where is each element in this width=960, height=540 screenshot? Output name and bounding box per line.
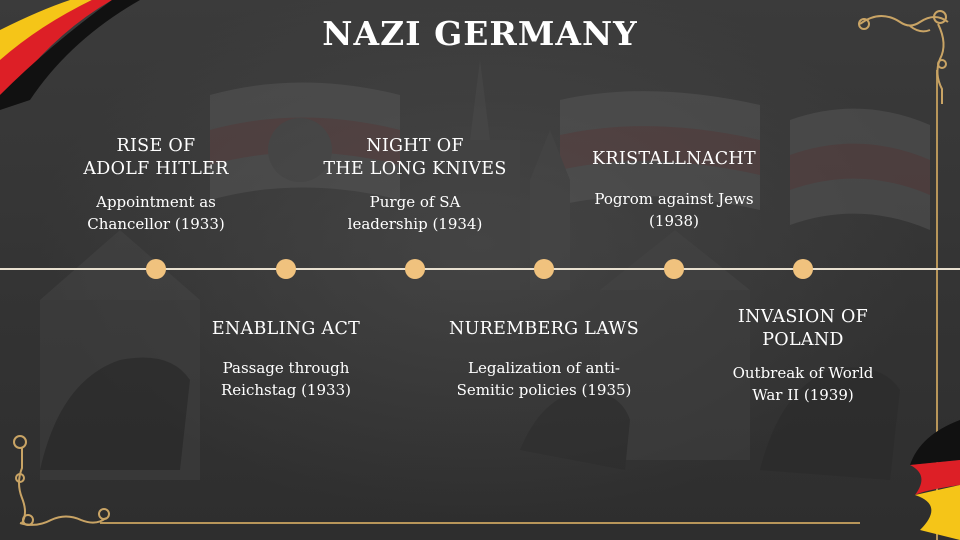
event-heading: RISE OF ADOLF HITLER — [83, 136, 229, 179]
timeline-event-enabling-act — [176, 318, 396, 401]
event-description: Pogrom against Jews (1938) — [594, 190, 754, 230]
event-heading: ENABLING ACT — [211, 319, 361, 339]
timeline-dot-4 — [534, 259, 554, 279]
event-description: Appointment as Chancellor (1933) — [87, 193, 225, 233]
timeline-line — [0, 268, 960, 270]
flag-ribbon-bottom-right — [900, 420, 960, 540]
event-heading: NIGHT OF THE LONG KNIVES — [323, 136, 507, 179]
timeline-dot-2 — [276, 259, 296, 279]
frame-line-bottom — [100, 522, 860, 524]
corner-ornament-bottom-left — [6, 428, 116, 536]
timeline-event-nuremberg-laws — [434, 318, 654, 401]
timeline-dot-3 — [405, 259, 425, 279]
event-description: Passage through Reichstag (1933) — [221, 359, 351, 399]
event-description: Outbreak of World War II (1939) — [732, 364, 874, 404]
event-heading: INVASION OF POLAND — [737, 307, 869, 350]
event-description: Purge of SA leadership (1934) — [347, 193, 483, 233]
event-heading: KRISTALLNACHT — [592, 149, 756, 169]
event-description: Legalization of anti- Semitic policies (1935) — [456, 359, 632, 399]
timeline-event-invasion-of-poland — [693, 306, 913, 406]
timeline-event-kristallnacht — [564, 148, 784, 232]
slide-title: NAZI GERMANY — [322, 14, 638, 53]
timeline-dot-1 — [146, 259, 166, 279]
event-heading: NUREMBERG LAWS — [448, 319, 639, 339]
timeline-dot-5 — [664, 259, 684, 279]
timeline-dot-6 — [793, 259, 813, 279]
timeline-event-rise-of-hitler — [46, 135, 266, 235]
timeline-event-night-of-long-knives — [305, 135, 525, 235]
